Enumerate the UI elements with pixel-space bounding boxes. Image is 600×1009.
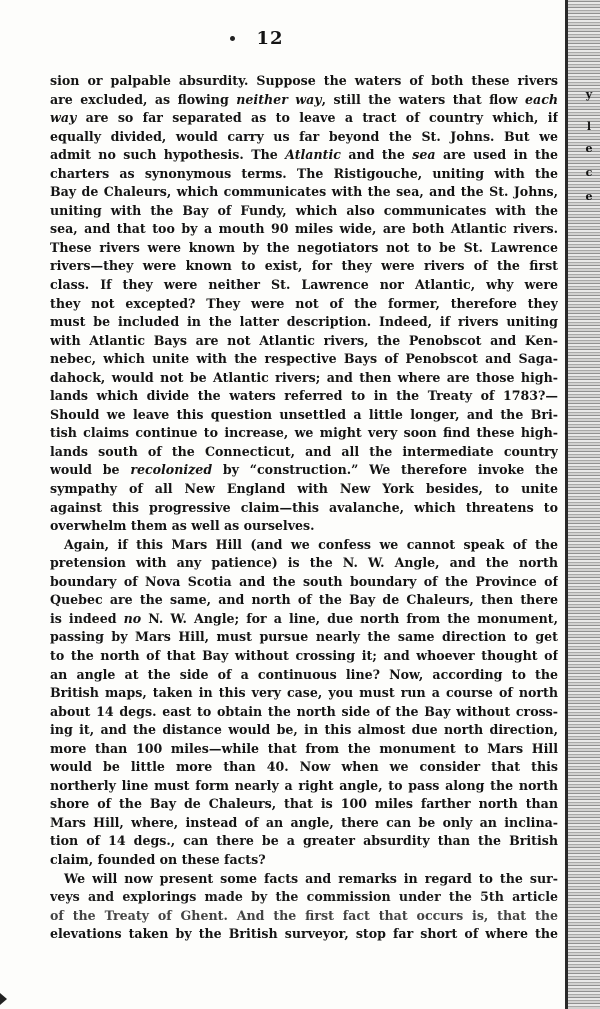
text-line: northerly line must form nearly a right angle, to pass along the north	[50, 777, 558, 793]
edge-letter: e	[585, 142, 593, 155]
text-line: lands which divide the waters referred to in the Treaty of 1783?—	[50, 388, 558, 404]
text-line: admit no such hypothesis. The Atlantic and the sea are used in the	[50, 147, 558, 163]
text-line: boundary of Nova Scotia and the south boundary of the Province of	[50, 573, 558, 589]
text-line: an angle at the side of a continuous line? Now, according to the	[50, 666, 558, 682]
text-line: We will now present some facts and remarks in regard to the sur-	[64, 870, 558, 886]
text-line: Should we leave this question unsettled a little longer, and the Bri-	[50, 406, 558, 422]
text-line: charters as synonymous terms. The Ristigouche, uniting with the	[50, 165, 558, 181]
text-line: more than 100 miles—while that from the monument to Mars Hill	[50, 740, 558, 756]
edge-letter: l	[586, 120, 592, 133]
text-line: with Atlantic Bays are not Atlantic rivers, the Penobscot and Ken-	[50, 332, 558, 348]
text-line: veys and explorings made by the commission under the 5th article	[50, 889, 558, 905]
text-line: dahock, would not be Atlantic rivers; and then where are those high-	[50, 369, 558, 385]
edge-letter: e	[585, 190, 593, 203]
text-line: of the Treaty of Ghent. And the first fact that occurs is, that the	[50, 907, 558, 923]
text-line: class. If they were neither St. Lawrence nor Atlantic, why were	[50, 277, 558, 293]
text-line: about 14 degs. east to obtain the north side of the Bay without cross-	[50, 703, 558, 719]
text-line: against this progressive claim—this avalanche, which threatens to	[50, 499, 558, 515]
text-line: are excluded, as flowing neither way, still the waters that flow each	[50, 91, 558, 107]
text-line: Bay de Chaleurs, which communicates with the sea, and the St. Johns,	[50, 184, 558, 200]
body-text	[50, 72, 558, 944]
text-line: Mars Hill, where, instead of an angle, there can be only an inclina-	[50, 814, 558, 830]
text-line: ing it, and the distance would be, in this almost due north direction,	[50, 722, 558, 738]
corner-mark	[0, 993, 7, 1005]
text-line: would be little more than 40. Now when we consider that this	[50, 759, 558, 775]
text-line: is indeed no N. W. Angle; for a line, due north from the monument,	[50, 610, 558, 626]
page-number: 12	[256, 28, 284, 49]
text-line: overwhelm them as well as ourselves.	[50, 518, 315, 534]
edge-letter: y	[585, 88, 593, 101]
text-line: would be recolonized by “construction.” We therefore invoke the	[50, 462, 558, 478]
text-line: uniting with the Bay of Fundy, which also communicates with the	[50, 202, 558, 218]
text-line: tish claims continue to increase, we might very soon find these high-	[50, 425, 558, 441]
text-line: they not excepted? They were not of the former, therefore they	[50, 295, 558, 311]
text-line: British maps, taken in this very case, you must run a course of north	[50, 685, 558, 701]
text-line: shore of the Bay de Chaleurs, that is 100 miles farther north than	[50, 796, 558, 812]
text-line: passing by Mars Hill, must pursue nearly the same direction to get	[50, 629, 558, 645]
text-line: Quebec are the same, and north of the Bay de Chaleurs, then there	[50, 592, 558, 608]
text-line: must be included in the latter description. Indeed, if rivers uniting	[50, 314, 558, 330]
text-line: tion of 14 degs., can there be a greater absurdity than the British	[50, 833, 558, 849]
text-line: rivers—they were known to exist, for they were rivers of the first	[50, 258, 558, 274]
text-line: to the north of that Bay without crossing it; and whoever thought of	[50, 647, 558, 663]
text-line: pretension with any patience) is the N. W. Angle, and the north	[50, 555, 558, 571]
text-line: sion or palpable absurdity. Suppose the waters of both these rivers	[50, 73, 558, 88]
text-line: lands south of the Connecticut, and all the intermediate country	[50, 443, 558, 459]
text-line: nebec, which unite with the respective Bays of Penobscot and Saga-	[50, 351, 558, 367]
text-line: equally divided, would carry us far beyond the St. Johns. But we	[50, 128, 558, 144]
text-line: sea, and that too by a mouth 90 miles wide, are both Atlantic rivers.	[50, 221, 558, 237]
edge-letter: c	[585, 166, 593, 179]
text-line: claim, founded on these facts?	[50, 851, 266, 867]
text-line: These rivers were known by the negotiators not to be St. Lawrence	[50, 239, 558, 255]
text-line: way are so far separated as to leave a tract of country which, if	[50, 110, 558, 126]
text-line: Again, if this Mars Hill (and we confess we cannot speak of the	[64, 536, 558, 552]
text-line: elevations taken by the British surveyor, stop far short of where the	[50, 926, 558, 942]
text-line: sympathy of all New England with New York besides, to unite	[50, 481, 558, 497]
